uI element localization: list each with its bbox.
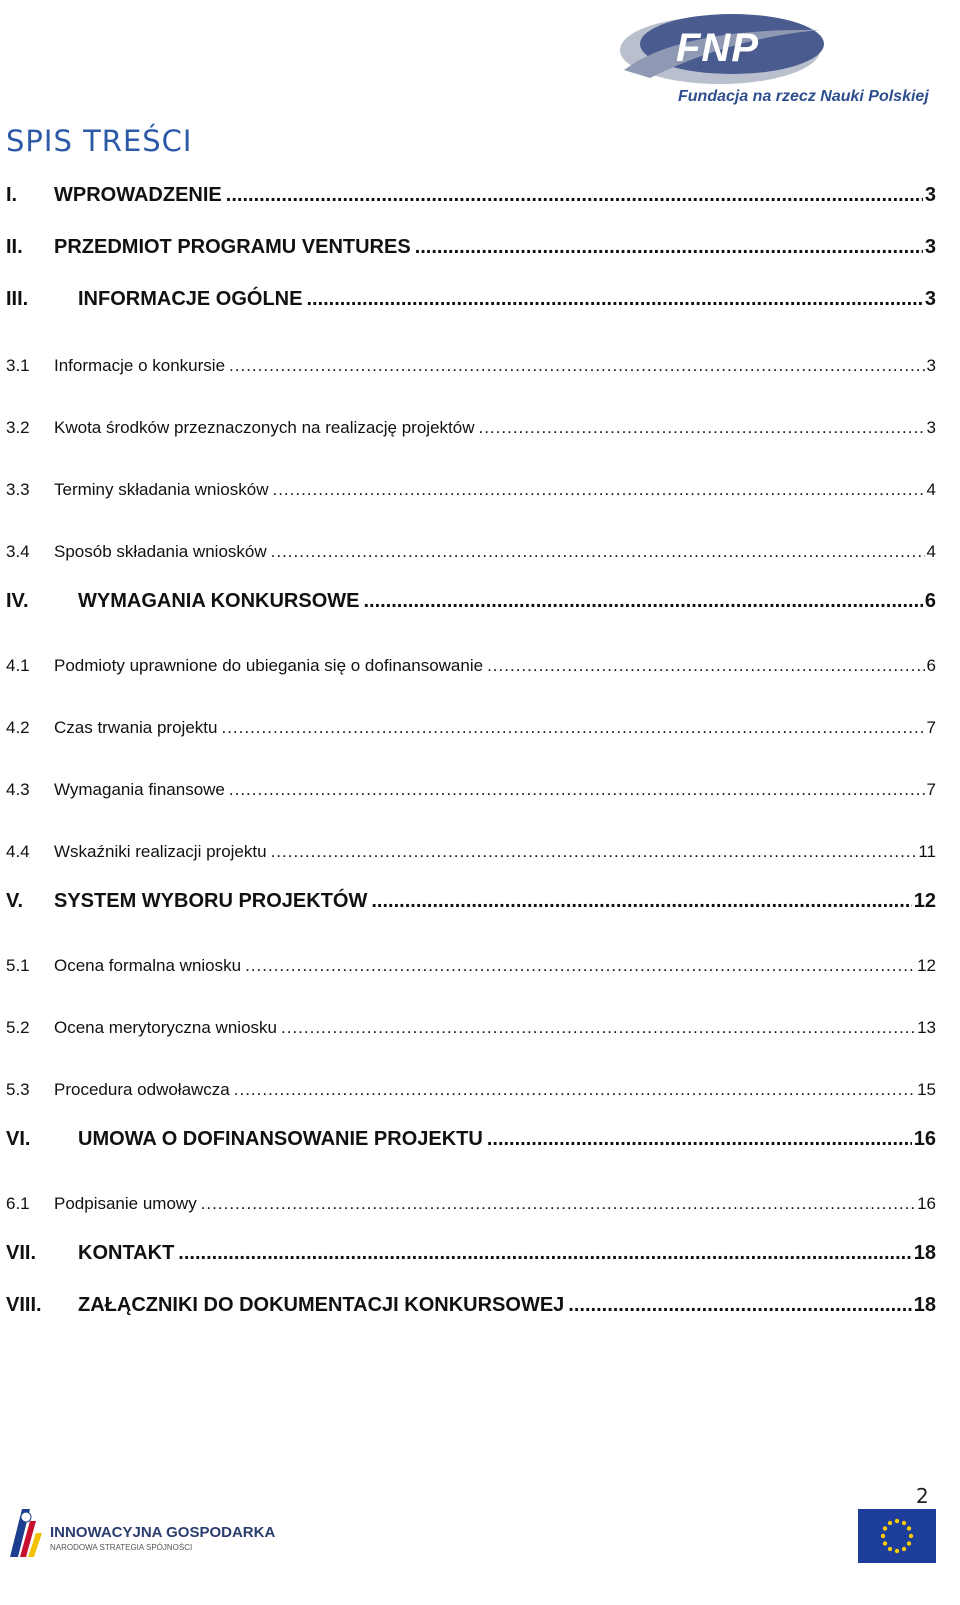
toc-leader-dots <box>226 184 923 207</box>
toc-entry-page: 3 <box>924 288 936 310</box>
toc-entry-page: 3 <box>924 184 936 206</box>
toc-leader-dots <box>221 718 924 738</box>
page-number: 2 <box>916 1484 929 1508</box>
toc-entry-number: I. <box>6 184 18 206</box>
toc-entry[interactable] <box>6 1128 936 1151</box>
toc-entry-title: PRZEDMIOT PROGRAMU VENTURES <box>54 236 411 258</box>
toc-entry-number: 6.1 <box>6 1194 30 1213</box>
toc-entry-page: 6 <box>926 656 936 675</box>
toc-entry-page: 4 <box>926 480 936 499</box>
toc-entry-page: 7 <box>926 780 936 799</box>
toc-entry-title: WPROWADZENIE <box>54 184 222 206</box>
toc-entry-title: Ocena merytoryczna wniosku <box>54 1018 277 1037</box>
toc-leader-dots <box>363 590 922 613</box>
toc-entry-title: Czas trwania projektu <box>54 718 218 737</box>
toc-entry-number: IV. <box>6 590 29 612</box>
toc-leader-dots <box>229 356 925 376</box>
toc-entry-number: 5.1 <box>6 956 30 975</box>
toc-entry-number: 3.4 <box>6 542 30 561</box>
toc-entry-number: 3.2 <box>6 418 30 437</box>
toc-entry-title: SYSTEM WYBORU PROJEKTÓW <box>54 890 368 912</box>
eu-flag <box>858 1509 936 1563</box>
toc-entry-page: 12 <box>913 890 936 912</box>
innowacyjna-gospodarka-logo <box>8 1507 276 1563</box>
toc-leader-dots <box>271 842 917 862</box>
toc-entry-title: WYMAGANIA KONKURSOWE <box>78 590 360 612</box>
toc-entry-page: 18 <box>913 1242 936 1264</box>
toc-entry-title: ZAŁĄCZNIKI DO DOKUMENTACJI KONKURSOWEJ <box>78 1294 565 1316</box>
toc-entry-number: VI. <box>6 1128 31 1150</box>
toc-entry-page: 16 <box>913 1128 936 1150</box>
toc-entry-number: V. <box>6 890 24 912</box>
toc-leader-dots <box>229 780 925 800</box>
toc-leader-dots <box>568 1294 911 1317</box>
toc-entry-number: 5.3 <box>6 1080 30 1099</box>
toc-entry-page: 18 <box>913 1294 936 1316</box>
fnp-logo <box>620 8 940 112</box>
ig-subtitle: NARODOWA STRATEGIA SPÓJNOŚCI <box>50 1543 193 1552</box>
toc-entry-page: 4 <box>926 542 936 561</box>
toc-entry-title: Podmioty uprawnione do ubiegania się o dofinansowanie <box>54 656 484 675</box>
ig-flag-icon <box>8 1507 48 1563</box>
toc-entry-title: Wskaźniki realizacji projektu <box>54 842 267 861</box>
toc-entry[interactable] <box>6 184 936 207</box>
toc-entry-number: 4.2 <box>6 718 30 737</box>
toc-leader-dots <box>201 1194 915 1214</box>
toc-entry[interactable] <box>6 780 936 800</box>
logo-acronym: FNP <box>676 26 759 70</box>
toc-entry-page: 16 <box>917 1194 936 1213</box>
toc-entry-page: 11 <box>918 842 936 861</box>
toc-entry-title: Sposób składania wniosków <box>54 542 267 561</box>
toc-entry[interactable] <box>6 956 936 976</box>
toc-leader-dots <box>487 1128 912 1151</box>
toc-entry[interactable] <box>6 418 936 438</box>
toc-entry-page: 7 <box>926 718 936 737</box>
toc-leader-dots <box>281 1018 915 1038</box>
toc-leader-dots <box>234 1080 915 1100</box>
toc-entry-page: 3 <box>926 418 936 437</box>
toc-entry-number: 5.2 <box>6 1018 30 1037</box>
toc-entry-number: III. <box>6 288 29 310</box>
toc-entry-number: II. <box>6 236 23 258</box>
toc-entry-title: Wymagania finansowe <box>54 780 225 799</box>
toc-leader-dots <box>271 542 925 562</box>
toc-leader-dots <box>415 236 923 259</box>
toc-entry[interactable] <box>6 480 936 500</box>
toc-entry-title: Kwota środków przeznaczonych na realizację projektów <box>54 418 475 437</box>
toc-entry-title: KONTAKT <box>78 1242 175 1264</box>
toc-entry[interactable] <box>6 590 936 613</box>
toc-entry-number: 4.3 <box>6 780 30 799</box>
toc-entry[interactable] <box>6 890 936 913</box>
ig-title: INNOWACYJNA GOSPODARKA <box>50 1524 276 1541</box>
toc-entry[interactable] <box>6 288 936 311</box>
toc-entry[interactable] <box>6 356 936 376</box>
toc-entry-title: Informacje o konkursie <box>54 356 226 375</box>
toc-entry[interactable] <box>6 1242 936 1265</box>
toc-entry-number: 4.1 <box>6 656 30 675</box>
toc-entry[interactable] <box>6 718 936 738</box>
toc-entry-title: Procedura odwoławcza <box>54 1080 230 1099</box>
toc-entry[interactable] <box>6 236 936 259</box>
toc-leader-dots <box>272 480 924 500</box>
toc-entry-number: 3.1 <box>6 356 30 375</box>
toc-title: SPIS TREŚCI <box>6 124 193 158</box>
toc-entry-page: 6 <box>924 590 936 612</box>
toc-entry-number: VII. <box>6 1242 37 1264</box>
toc-entry[interactable] <box>6 542 936 562</box>
logo-name: Fundacja na rzecz Nauki Polskiej <box>678 88 929 105</box>
toc-leader-dots <box>245 956 915 976</box>
toc-entry-title: Terminy składania wniosków <box>54 480 269 499</box>
toc-leader-dots <box>478 418 924 438</box>
toc-entry-title: Ocena formalna wniosku <box>54 956 242 975</box>
toc-entry[interactable] <box>6 1194 936 1214</box>
toc-entry-page: 15 <box>917 1080 936 1099</box>
toc-entry[interactable] <box>6 1018 936 1038</box>
toc-leader-dots <box>306 288 922 311</box>
toc-entry-title: UMOWA O DOFINANSOWANIE PROJEKTU <box>78 1128 483 1150</box>
toc-entry-page: 3 <box>924 236 936 258</box>
toc-entry-page: 13 <box>917 1018 936 1037</box>
toc-entry[interactable] <box>6 842 936 862</box>
eu-stars-icon <box>858 1509 936 1563</box>
toc-leader-dots <box>371 890 911 913</box>
toc-entry-page: 3 <box>926 356 936 375</box>
toc-entry-number: VIII. <box>6 1294 42 1316</box>
toc-leader-dots <box>178 1242 911 1265</box>
toc-entry-number: 4.4 <box>6 842 30 861</box>
toc-entry[interactable] <box>6 1080 936 1100</box>
toc-leader-dots <box>487 656 924 676</box>
toc-entry-title: Podpisanie umowy <box>54 1194 197 1213</box>
toc-entry-title: INFORMACJE OGÓLNE <box>78 288 303 310</box>
toc-entry[interactable] <box>6 656 936 676</box>
toc-entry-page: 12 <box>917 956 936 975</box>
toc-entry[interactable] <box>6 1294 936 1317</box>
toc-entry-number: 3.3 <box>6 480 30 499</box>
